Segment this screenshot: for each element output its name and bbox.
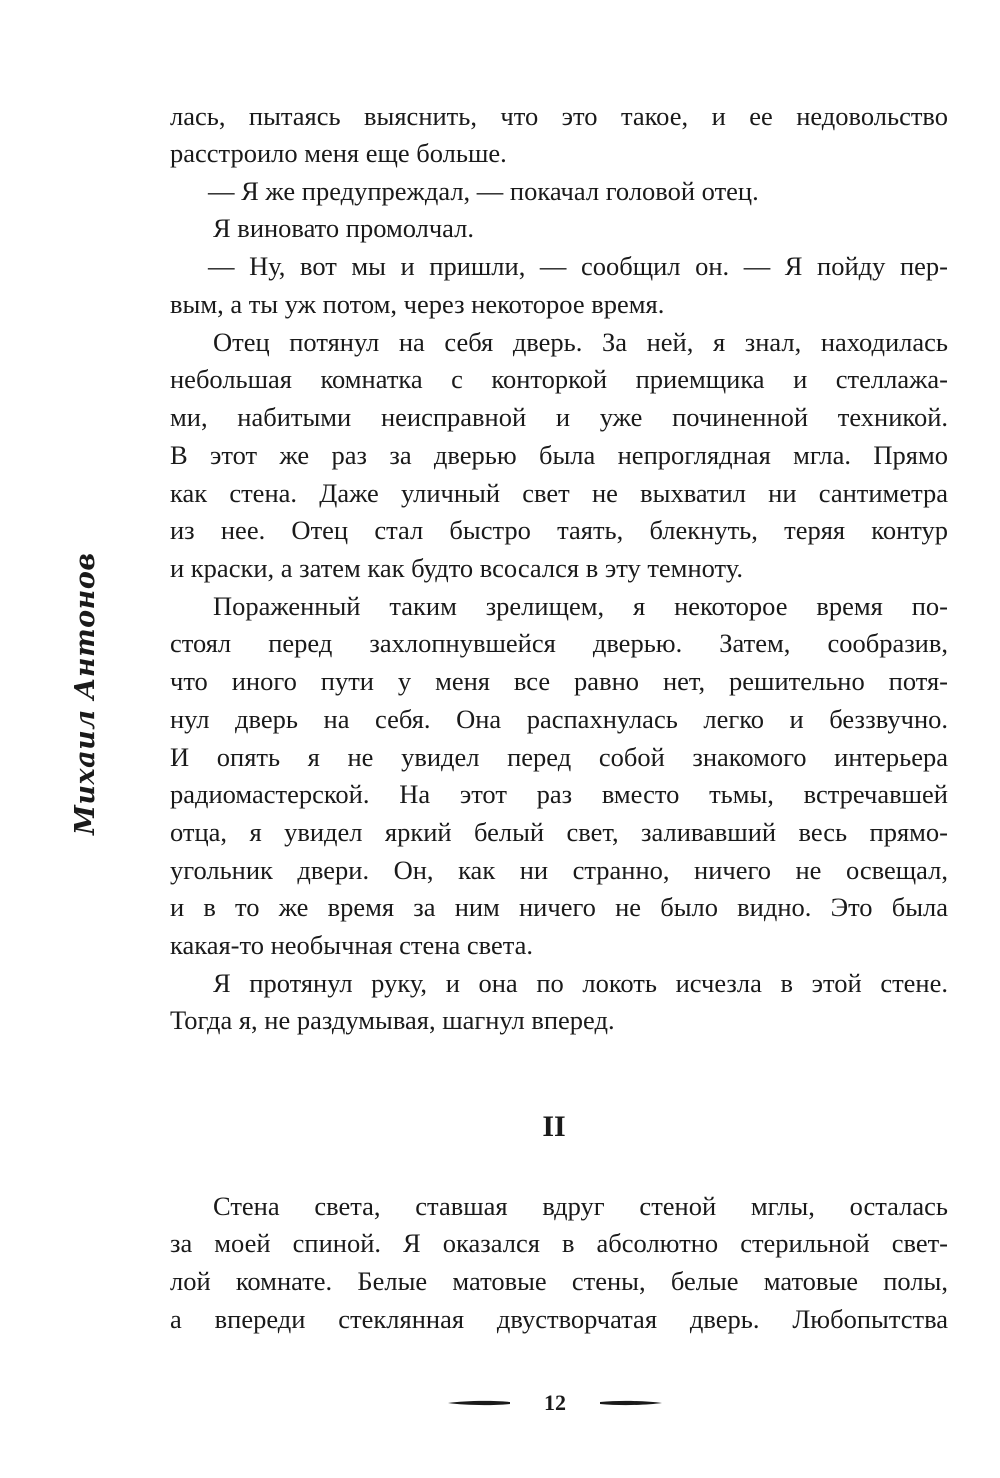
text-line: В этот же раз за дверью была непроглядная мгла. Прямо	[170, 440, 948, 470]
text-line: Я протянул руку, и она по локоть исчезла в этой стене.	[213, 968, 948, 998]
text-line: за моей спиной. Я оказался в абсолютно стерильной свет-	[170, 1228, 948, 1258]
text-line: лой комнате. Белые матовые стены, белые матовые полы,	[170, 1266, 948, 1296]
text-line: какая-то необычная стена света.	[170, 930, 534, 960]
text-line: из нее. Отец стал быстро таять, блекнуть, теряя контур	[170, 515, 948, 545]
text-line: — Ну, вот мы и пришли, — сообщил он. — Я пойду пер-	[208, 251, 948, 281]
text-line: стоял перед захлопнувшейся дверью. Затем, сообразив,	[170, 628, 948, 658]
text-line: Тогда я, не раздумывая, шагнул вперед.	[170, 1005, 615, 1035]
text-line: Я виновато промолчал.	[213, 213, 475, 243]
text-line: — Я же предупреждал, — покачал головой отец.	[208, 176, 759, 206]
text-line: радиомастерской. На этот раз вместо тьмы, встречавшей	[170, 779, 948, 809]
text-line: нул дверь на себя. Она распахнулась легко и беззвучно.	[170, 704, 948, 734]
text-line: лась, пытаясь выяснить, что это такое, и ее недовольство	[170, 101, 948, 131]
text-line: и в то же время за ним ничего не было видно. Это была	[170, 892, 948, 922]
chapter-heading: II	[542, 1110, 566, 1143]
text-line: а впереди стеклянная двустворчатая дверь. Любопытства	[170, 1304, 948, 1334]
text-line: Пораженный таким зрелищем, я некоторое время по-	[213, 591, 948, 621]
text-line: И опять я не увидел перед собой знакомого интерьера	[170, 742, 948, 772]
folio-ornament-right	[600, 1398, 662, 1408]
text-line: Стена света, ставшая вдруг стеной мглы, осталась	[213, 1191, 948, 1221]
page-number: 12	[544, 1390, 566, 1415]
text-line: ми, набитыми неисправной и уже починенной техникой.	[170, 402, 948, 432]
text-line: как стена. Даже уличный свет не выхватил ни сантиметра	[170, 478, 948, 508]
text-line: отца, я увидел яркий белый свет, заливавший весь прямо-	[170, 817, 948, 847]
text-line: что иного пути у меня все равно нет, решительно потя-	[170, 666, 948, 696]
text-line: расстроило меня еще больше.	[170, 138, 507, 168]
text-line: и краски, а затем как будто всосался в эту темноту.	[170, 553, 743, 583]
running-head-author: Михаил Антонов	[70, 552, 101, 835]
text-line: Отец потянул на себя дверь. За ней, я знал, находилась	[213, 327, 948, 357]
text-line: вым, а ты уж потом, через некоторое время.	[170, 289, 665, 319]
text-line: небольшая комнатка с конторкой приемщика и стеллажа-	[170, 364, 948, 394]
text-line: угольник двери. Он, как ни странно, ничего не освещал,	[170, 855, 948, 885]
